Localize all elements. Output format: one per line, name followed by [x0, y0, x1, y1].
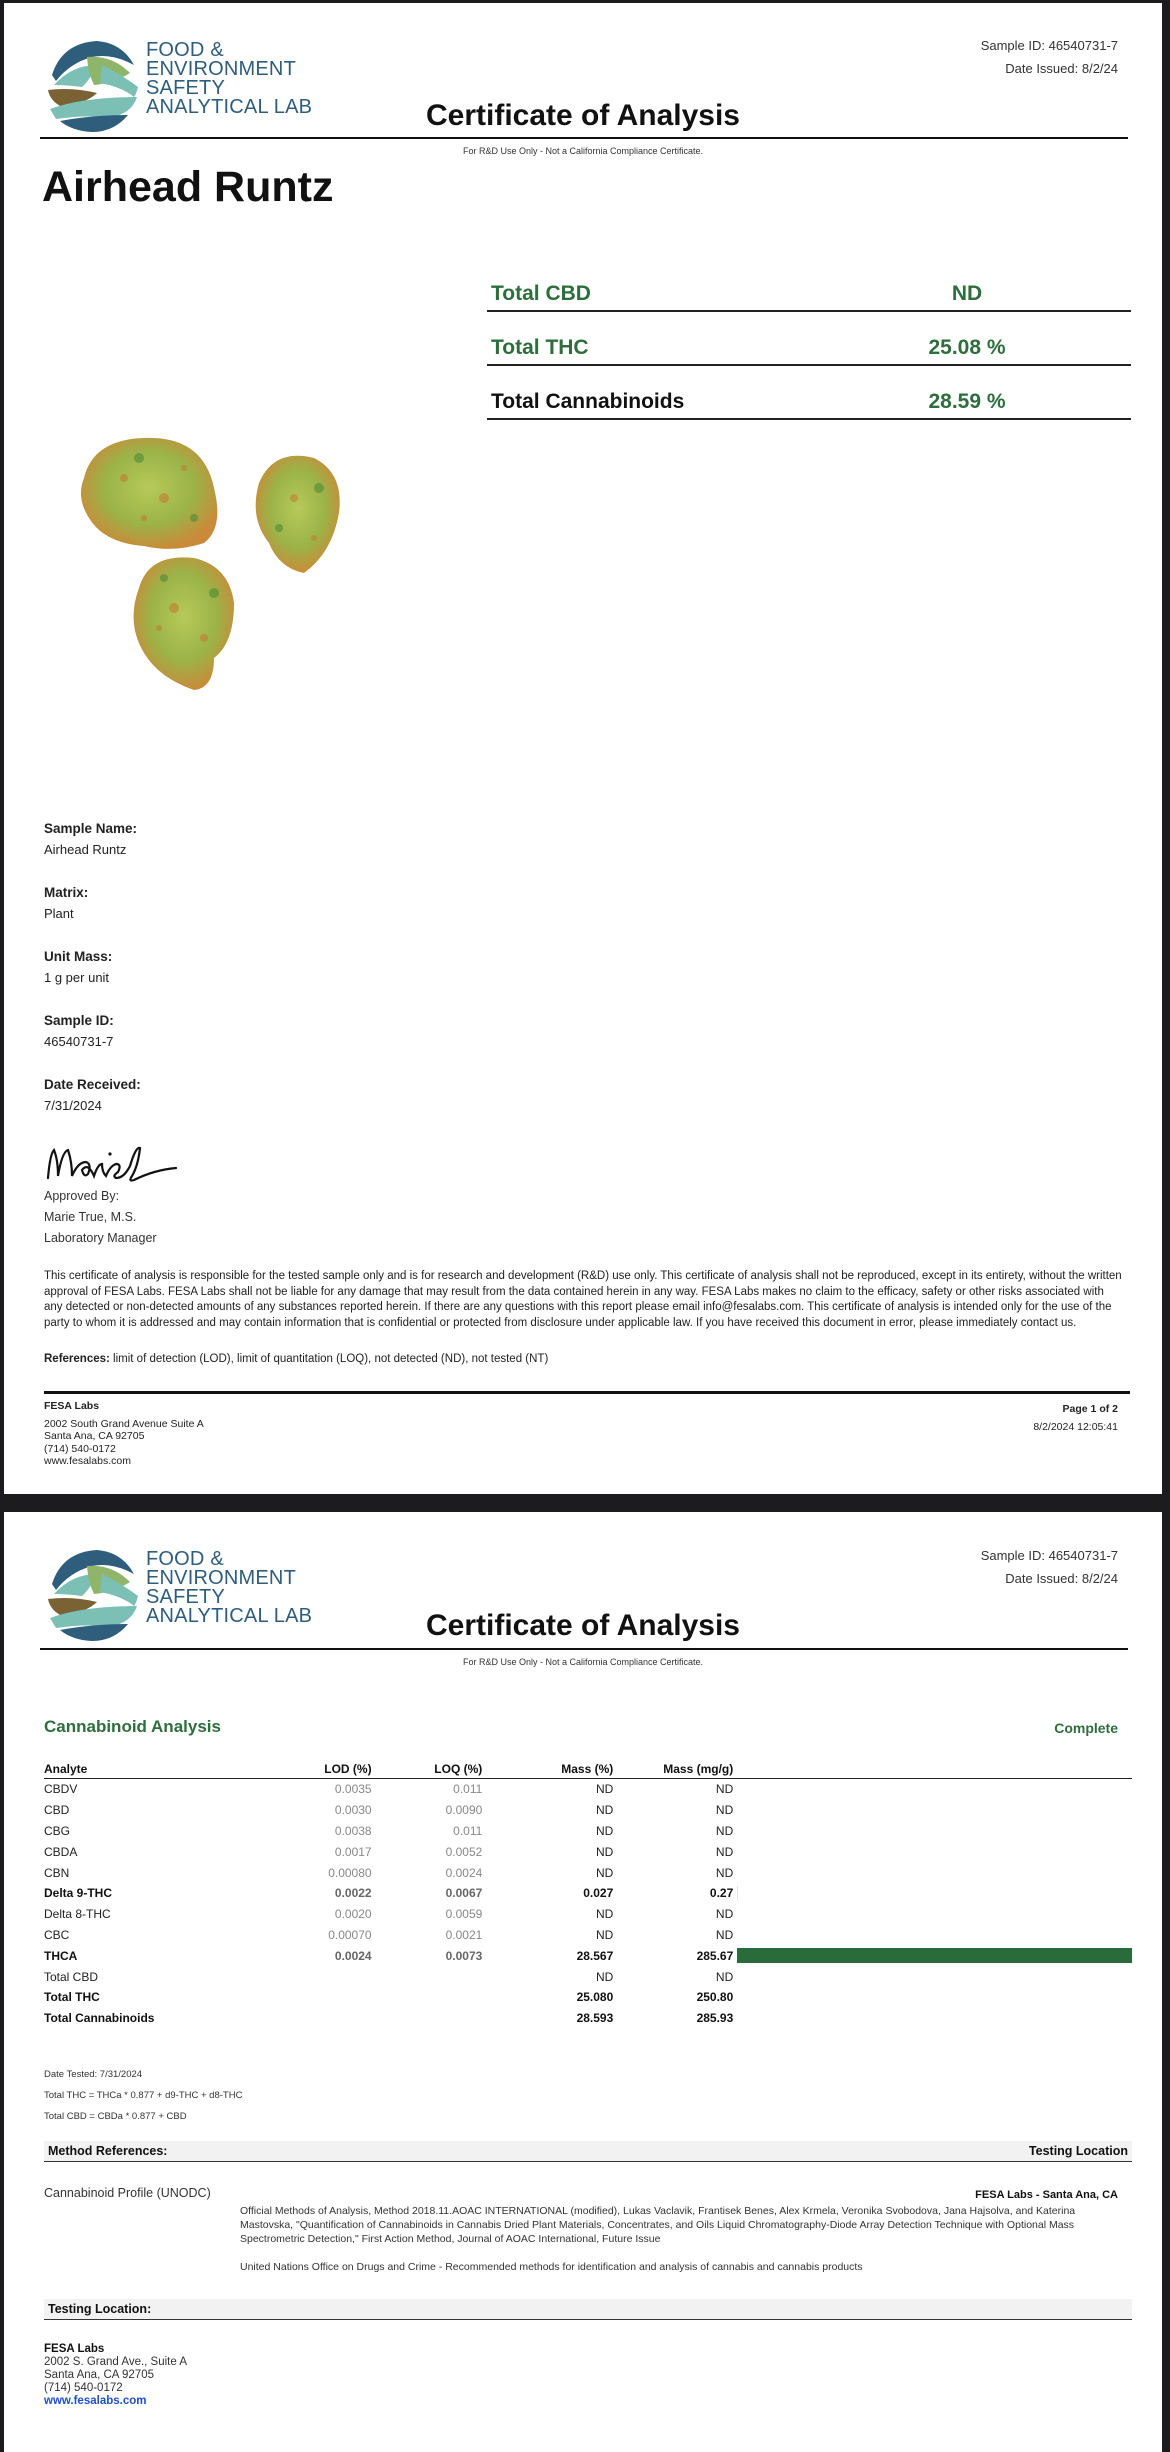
table-row: [44, 1945, 1132, 1966]
mass-mg-cell: ND: [715, 1927, 734, 1942]
mass-pct-cell: 25.080: [576, 1990, 614, 2005]
footer-phone: (714) 540-0172: [44, 1442, 116, 1455]
matrix-label: Matrix:: [44, 885, 89, 900]
lod-cell: 0.0022: [334, 1886, 372, 1901]
analyte-cell: Total Cannabinoids: [44, 2011, 155, 2026]
col-bar: [733, 1761, 1132, 1779]
mass-mg-cell: 0.27: [709, 1886, 734, 1901]
mass-mg-cell: ND: [715, 1907, 734, 1922]
coa-page-1: [4, 3, 1162, 1494]
testing-lab-name: FESA Labs: [44, 2343, 105, 2355]
mass-mg-cell: ND: [715, 1823, 734, 1838]
references: [44, 1353, 548, 1365]
summary-row-total-cbd: [487, 258, 1131, 312]
testing-location-label: Testing Location: [1028, 2144, 1128, 2158]
sample-id-label: Sample ID:: [44, 1013, 114, 1028]
unit-mass-value: 1 g per unit: [44, 970, 110, 985]
method-citation: Official Methods of Analysis, Method 2018.11.AOAC INTERNATIONAL (modified), Lukas Vaclavik, Frantisek Benes, Alex Krmela, Veronika Svobodova, Jana Hajsolva, and Katerina Mastovska, "Quantification of Cannabinoids in Cannabis Dried Plant Materials, Concentrates, and Oils Liquid Chromatography-Diode Array Detection Technique with Optional Mass Spectrometric Detection," First Action Method, Journal of AOAC International, Future Issue: [240, 2205, 1076, 2245]
date-received-label: Date Received:: [44, 1077, 141, 1092]
approver-title: Laboratory Manager: [44, 1231, 157, 1245]
analyte-cell: CBN: [44, 1865, 70, 1880]
mass-pct-cell: ND: [595, 1907, 614, 1922]
loq-cell: 0.0067: [445, 1886, 483, 1901]
loq-cell: 0.0090: [445, 1803, 483, 1818]
mass-mg-cell: ND: [715, 1969, 734, 1984]
loq-cell: [372, 1966, 483, 1987]
sample-name-label: Sample Name:: [44, 821, 138, 836]
loq-cell: 0.0059: [445, 1907, 483, 1922]
table-body: [44, 1779, 1132, 2029]
sample-id-header: Sample ID: 46540731-7: [980, 38, 1118, 53]
coa-page-2: [4, 1512, 1162, 2452]
print-timestamp: 8/2/2024 12:05:41: [1033, 1421, 1118, 1433]
summary-value: 28.59 %: [928, 390, 1006, 413]
col-lod: LOD (%): [244, 1761, 372, 1779]
bar-cell: [733, 1821, 1132, 1842]
loq-cell: 0.0052: [445, 1844, 483, 1859]
method-references-header: [44, 2141, 1132, 2162]
table-row: [44, 1966, 1132, 1987]
method-references-label: Method References:: [48, 2144, 168, 2158]
mass-pct-cell: ND: [595, 1844, 614, 1859]
footer-address-line2: Santa Ana, CA 92705: [44, 1430, 145, 1442]
date-tested: Date Tested: 7/31/2024: [44, 2069, 143, 2080]
table-row: [44, 1904, 1132, 1925]
analyte-cell: CBG: [44, 1823, 71, 1838]
header-meta: [981, 1544, 1118, 1590]
table-row: [44, 1841, 1132, 1862]
mass-pct-cell: ND: [595, 1865, 614, 1880]
lod-cell: 0.0024: [334, 1948, 372, 1963]
bar-cell: [733, 1987, 1132, 2008]
loq-cell: 0.0021: [445, 1927, 483, 1942]
table-row: [44, 2008, 1132, 2029]
logo-line: ANALYTICAL LAB: [146, 96, 313, 118]
mass-pct-cell: ND: [595, 1927, 614, 1942]
table-row: [44, 1862, 1132, 1883]
lod-cell: 0.0030: [334, 1803, 372, 1818]
bar-cell: [733, 2008, 1132, 2029]
testing-address-line2: Santa Ana, CA 92705: [44, 2369, 154, 2381]
summary-label: Total Cannabinoids: [491, 390, 685, 413]
loq-cell: 0.0073: [445, 1948, 483, 1963]
footer-address-line1: 2002 South Grand Avenue Suite A: [44, 1417, 204, 1430]
footer-company: FESA Labs: [44, 1400, 100, 1412]
lod-cell: [244, 2008, 372, 2029]
table-row: [44, 1883, 1132, 1904]
header-divider: [40, 137, 1128, 139]
analyte-cell: Delta 8-THC: [44, 1907, 111, 1922]
analysis-status: Complete: [1054, 1720, 1118, 1736]
mass-pct-cell: 28.593: [576, 2011, 614, 2026]
bar-cell: [733, 1945, 1132, 1966]
product-photo: [64, 428, 374, 708]
mass-mg-cell: ND: [715, 1865, 734, 1880]
analyte-cell: CBDA: [44, 1844, 78, 1859]
analysis-notes: [44, 2064, 242, 2127]
mass-pct-cell: 0.027: [583, 1886, 614, 1901]
summary-label: Total THC: [491, 336, 589, 359]
sample-info: [44, 821, 141, 1141]
rd-disclaimer: For R&D Use Only - Not a California Compliance Certificate.: [462, 146, 704, 156]
cannabinoid-analysis-title: Cannabinoid Analysis: [44, 1717, 221, 1736]
cannabis-bud-image: [64, 428, 374, 708]
footer-page-info: [1033, 1400, 1118, 1436]
testing-location-header: [44, 2299, 1132, 2320]
col-mass-mg: Mass (mg/g): [613, 1761, 733, 1779]
method-name: Cannabinoid Profile (UNODC): [44, 2186, 211, 2200]
testing-location-address: [44, 2343, 187, 2408]
loq-cell: 0.011: [453, 1782, 483, 1797]
bar-cell: [733, 1779, 1132, 1800]
logo-line: ANALYTICAL LAB: [146, 1605, 313, 1627]
col-analyte: Analyte: [44, 1761, 244, 1779]
approver-name: Marie True, M.S.: [44, 1210, 137, 1224]
mass-bar: [737, 1886, 738, 1901]
lod-cell: 0.00070: [328, 1927, 372, 1942]
testing-address-line1: 2002 S. Grand Ave., Suite A: [44, 2356, 187, 2368]
mass-pct-cell: ND: [595, 1823, 614, 1838]
sample-name-value: Airhead Runtz: [44, 842, 127, 857]
summary-value: 25.08 %: [928, 336, 1006, 359]
loq-cell: [372, 2008, 483, 2029]
testing-location-title: Testing Location:: [48, 2302, 152, 2316]
signature-image: [44, 1140, 184, 1184]
signature: [44, 1140, 184, 1189]
table-row: [44, 1779, 1132, 1800]
loq-cell: 0.0024: [445, 1865, 483, 1880]
logo-line: SAFETY: [146, 1586, 225, 1608]
matrix-value: Plant: [44, 906, 74, 921]
table-row: [44, 1925, 1132, 1946]
testing-phone: (714) 540-0172: [44, 2382, 123, 2394]
testing-website-link[interactable]: www.fesalabs.com: [44, 2395, 147, 2407]
table-row: [44, 1800, 1132, 1821]
mass-pct-cell: ND: [595, 1782, 614, 1797]
references-text: limit of detection (LOD), limit of quantitation (LOQ), not detected (ND), not tested (NT): [109, 1353, 549, 1365]
bar-cell: [733, 1925, 1132, 1946]
unit-mass-label: Unit Mass:: [44, 949, 113, 964]
sample-id-header: Sample ID: 46540731-7: [980, 1548, 1118, 1563]
mass-bar: [737, 1948, 1132, 1963]
legal-disclaimer: This certificate of analysis is responsible for the tested sample only and is for research and development (R&D) use only. This certificate of analysis shall not be reproduced, except in its entirety, without the written approval of FESA Labs. FESA Labs shall not be liable for any damage that may result from the data contained herein in any way. FESA Labs makes no claim to the efficacy, safety or other risks associated with any detected or non-detected amounts of any substances reported herein. If there are any questions with this report please email info@fesalabs.com. This certificate of analysis is intended only for the use of the party to whom it is addressed and may contain information that is confidential or protected from disclosure under applicable law. If you have received this document in error, please immediately contact us.: [44, 1270, 1122, 1329]
date-issued: Date Issued: 8/2/24: [1005, 1571, 1118, 1586]
analyte-cell: Delta 9-THC: [44, 1886, 113, 1901]
approved-by-label: Approved By:: [44, 1189, 120, 1203]
table-row: [44, 1987, 1132, 2008]
bar-cell: [733, 1883, 1132, 1904]
approval-block: [44, 1186, 157, 1249]
mass-mg-cell: 285.93: [696, 2011, 734, 2026]
header-meta: [981, 34, 1118, 80]
col-loq: LOQ (%): [372, 1761, 483, 1779]
rd-disclaimer: For R&D Use Only - Not a California Compliance Certificate.: [462, 1657, 704, 1667]
footer-divider: [44, 1391, 1130, 1394]
mass-mg-cell: ND: [715, 1844, 734, 1859]
logo-line: FOOD &: [146, 1548, 224, 1570]
mass-mg-cell: 285.67: [696, 1948, 734, 1963]
page-number: Page 1 of 2: [1062, 1403, 1118, 1415]
summary-row-total-thc: [487, 312, 1131, 366]
mass-mg-cell: ND: [715, 1782, 734, 1797]
cannabinoid-table: [44, 1761, 1132, 2029]
bar-cell: [733, 1904, 1132, 1925]
bar-cell: [733, 1966, 1132, 1987]
summary-row-total-cannabinoids: [487, 366, 1131, 420]
footer-website[interactable]: www.fesalabs.com: [44, 1455, 131, 1467]
lod-cell: [244, 1987, 372, 2008]
document-title: Certificate of Analysis: [426, 1609, 740, 1642]
lod-cell: 0.0017: [334, 1844, 372, 1859]
analyte-cell: Total THC: [44, 1990, 100, 2005]
mass-mg-cell: 250.80: [696, 1990, 734, 2005]
total-thc-formula: Total THC = THCa * 0.877 + d9-THC + d8-THC: [44, 2090, 243, 2101]
table-row: [44, 1821, 1132, 1842]
analyte-cell: Total CBD: [44, 1969, 99, 1984]
sample-id-value: 46540731-7: [44, 1034, 114, 1049]
loq-cell: 0.011: [453, 1823, 483, 1838]
bar-cell: [733, 1841, 1132, 1862]
loq-cell: [372, 1987, 483, 2008]
bar-cell: [733, 1800, 1132, 1821]
mass-pct-cell: ND: [595, 1969, 614, 1984]
lod-cell: 0.00080: [328, 1865, 372, 1880]
logo-line: ENVIRONMENT: [146, 58, 296, 80]
analyte-cell: CBDV: [44, 1782, 78, 1797]
summary-table: [487, 258, 1131, 420]
header-divider: [40, 1648, 1128, 1650]
date-received-value: 7/31/2024: [44, 1098, 102, 1113]
footer-address: [44, 1400, 204, 1468]
total-cbd-formula: Total CBD = CBDa * 0.877 + CBD: [44, 2111, 187, 2122]
bar-cell: [733, 1862, 1132, 1883]
analyte-cell: THCA: [44, 1948, 78, 1963]
lod-cell: 0.0038: [334, 1823, 372, 1838]
analyte-cell: CBC: [44, 1927, 70, 1942]
logo-line: ENVIRONMENT: [146, 1567, 296, 1589]
mass-pct-cell: ND: [595, 1803, 614, 1818]
date-issued: Date Issued: 8/2/24: [1005, 61, 1118, 76]
logo-line: SAFETY: [146, 77, 225, 99]
summary-value: ND: [951, 282, 983, 305]
document-title: Certificate of Analysis: [426, 99, 740, 132]
mass-mg-cell: ND: [715, 1803, 734, 1818]
lod-cell: 0.0020: [334, 1907, 372, 1922]
lod-cell: 0.0035: [334, 1782, 372, 1797]
col-mass-pct: Mass (%): [482, 1761, 613, 1779]
analyte-cell: CBD: [44, 1803, 70, 1818]
summary-label: Total CBD: [491, 282, 591, 305]
logo-line: FOOD &: [146, 39, 224, 61]
lod-cell: [244, 1966, 372, 1987]
method-citation-unodc: United Nations Office on Drugs and Crime - Recommended methods for identification and analysis of cannabis and cannabis products: [240, 2261, 863, 2273]
mass-pct-cell: 28.567: [576, 1948, 614, 1963]
table-header-row: [44, 1761, 1132, 1779]
method-location: FESA Labs - Santa Ana, CA: [975, 2189, 1118, 2201]
references-label: References:: [44, 1353, 110, 1365]
product-name: Airhead Runtz: [42, 163, 334, 211]
